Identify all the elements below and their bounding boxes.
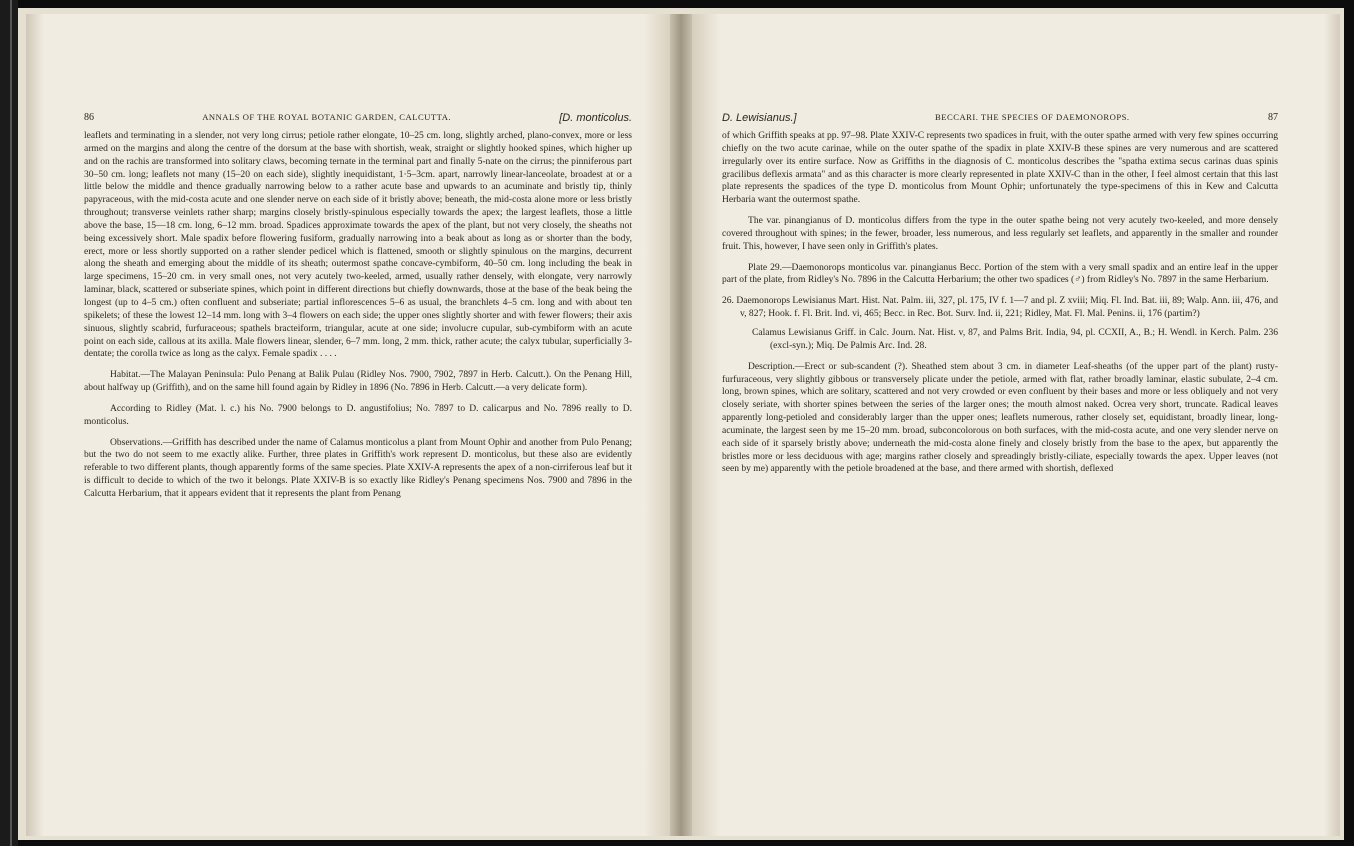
right-body-text bbox=[722, 130, 1278, 484]
paragraph: of which Griffith speaks at pp. 97–98. Plate XXIV-C represents two spadices in fruit, with the outer spathe armed with very few spines occurring chiefly on the two acute carinae, while on the outer spathe of the spadix in plate XXIV-B these spines are very numerous and are scattered irregularly over its entire surface. Now as Griffiths in the diagnosis of C. monticolus describes the "spatha extima secus carinas duas spinis gracilibus deflexis armata" and as this character is more clearly represented in plate XXIV-C than in the other, I feel almost certain that this last plate represents the spadices of the type D. monticolus from Mount Ophir; unfortunately the type-specimens of this in Kew and Calcutta Herbaria want the outermost spathe. bbox=[722, 130, 1278, 206]
description-paragraph: Description.—Erect or sub-scandent (?). Sheathed stem about 3 cm. in diameter Leaf-sheaths (of the upper part of the plant) rusty-furfuraceous, very slightly gibbous or transversely plicate under the petiole, armed with flat, rather broadly laminar, elastic subulate, 2–4 cm. long, brown spines, which are solitary, scattered and not very crowded or even confluent by their bases and more or less obliquely and not very closely seriate, with shorter spines between the series of the larger ones; the mouth almost naked. Ocrea very short, truncate. Radical leaves apparently long-petioled and considerably larger than the upper ones; leaflets numerous, rather closely set, equidistant, broadly linear, long-acuminate, the largest seen by me 15–20 mm. broad, subconcolorous on both surfaces, with the mid-costa acute, and one very slender nerve on each side of it sparsely bristly above; underneath the mid-costa alone finely and closely bristly from the base to the apex, but apparently the bristles more or less deciduous with age; margins rather closely and spreadingly bristly-ciliate, especially towards the apex. Upper leaves (not seen by me) apparently with the petiole broadened at the base, and there armed with shortish, deflexed bbox=[722, 360, 1278, 475]
species-entry: 26. Daemonorops Lewisianus Mart. Hist. Nat. Palm. iii, 327, pl. 175, IV f. 1—7 and pl. Z xviii; Miq. Fl. Ind. Bat. iii, 89; Walp. Ann. iii, 476, and v, 827; Hook. f. Fl. Brit. Ind. vi, 465; Becc. in Rec. Bot. Surv. Ind. ii, 221; Ridley, Mat. Fl. Mal. Penins. ii, 176 (partim?) bbox=[722, 295, 1278, 320]
right-running-head bbox=[722, 112, 1278, 124]
left-body-text bbox=[84, 130, 632, 509]
left-species-tag: [D. monticolus. bbox=[559, 112, 632, 124]
synonym-entry: Calamus Lewisianus Griff. in Calc. Journ. Nat. Hist. v, 87, and Palms Brit. India, 94, pl. CCXII, A., B.; H. Wendl. in Kerch. Palm. 236 (excl-syn.); Miq. De Palmis Arc. Ind. 28. bbox=[752, 326, 1278, 351]
paragraph: Observations.—Griffith has described under the name of Calamus monticolus a plant from Mount Ophir and another from Pulo Penang; but the two do not seem to me exactly alike. Further, three plates in Griffith's work represent D. monticolus, but these also are evidently referable to two different plants, though apparently forms of the same species. Plate XXIV-A represents the apex of a non-cirriferous leaf but it is difficult to decide to which of the two it belongs. Plate XXIV-B is so exactly like Ridley's Penang specimens Nos. 7900 and 7896 in the Calcutta Herbarium, that it appears evident that it represents the plant from Penang bbox=[84, 436, 632, 499]
paragraph: Habitat.—The Malayan Peninsula: Pulo Penang at Balik Pulau (Ridley Nos. 7900, 7902, 7897 in Herb. Calcutt.). On the Penang Hill, about halfway up (Griffith), and on the same hill found again by Ridley in 1896 (No. 7896 in Herb. Calcutt.—a very delicate form). bbox=[84, 369, 632, 394]
left-running-title: ANNALS OF THE ROYAL BOTANIC GARDEN, CALCUTTA. bbox=[202, 112, 452, 122]
right-page bbox=[692, 14, 1340, 836]
left-page bbox=[26, 14, 670, 836]
book-spread bbox=[18, 8, 1344, 840]
right-running-title: BECCARI. THE SPECIES OF DAEMONOROPS. bbox=[935, 112, 1130, 122]
paragraph: leaflets and terminating in a slender, not very long cirrus; petiole rather elongate, 10–25 cm. long, slightly arched, plano-convex, more or less armed on the margins and along the centre of the dorsum at the base with shortish, weak, straight or slightly hooked spines, which higher up and on the rachis are transformed into solitary claws, becoming ternate in the terminal part and finally 5-nate on the cirrus; the pinniferous part 30–50 cm. long; leaflets not many (15–20 on each side), slightly inequidistant, 1·5–3cm. apart, narrowly linear-lanceolate, broadest at or a little below the middle and thence gradually narrowing below to a rather acute base and upwards to an acuminate and bristly tip, thinly papyraceous, with the mid-costa acute and one slender nerve on each side of it bristly above; beneath, the mid-costa alone more or less bristly throughout; transverse veinlets rather sharp; margins closely bristly-spinulous especially towards the apex; the largest leaflets, those a little above the base, 15—18 cm. long, 6–12 mm. broad. Spadices approximate towards the apex of the plant, but not very closely, the sheaths not being excessively short. Male spadix before flowering fusiform, gradually narrowing into a beak about as long as or shorter than the body, erect, more or less shortly supported on a rather slender pedicel which is flattened, smooth or slightly spinulous on the margins, decurrent along the sheath and emerging about the middle of its sheath; outermost spathe concave-cymbiform, 40–50 cm. long including the beak in large specimens, 15–20 cm. in very small ones, not very acutely two-keeled, armed, usually rather densely, with elongate, very narrowly laminar, black, scattered or subseriate spines, which point in different directions but chiefly downwards, those at the base of the beak being the longest (up to 4–5 cm.) often confluent and subseriate; partial inflorescences 5–6 as usual, the branchlets 4–5 cm. long and with about ten spikelets; of these the lowest 12–14 mm. long with 3–4 flowers on each side; the upper ones slightly shorter and with fewer flowers; their axis sinuous, slightly scabrid, furfuraceous; spathels bracteiform, triangular, acute at one side; involucre cupular, sub-cymbiform with an acute point on each side, callous at its axilla. Male flowers linear, slender, 6–7 mm. long, 2 mm. thick, rather acute; the calyx tubular, superficially 3-dentate; the corolla twice as long as the calyx. Female spadix . . . . bbox=[84, 130, 632, 360]
paragraph: The var. pinangianus of D. monticolus differs from the type in the outer spathe being not very acutely two-keeled, and more densely covered throughout with spines; in the fewer, broader, less numerous, and less regularly set leaflets, and apparently in the smaller and rounder fruit. This, however, I have seen only in Griffith's plates. bbox=[722, 215, 1278, 252]
left-page-number: 86 bbox=[84, 112, 94, 123]
paragraph: According to Ridley (Mat. l. c.) his No. 7900 belongs to D. angustifolius; No. 7897 to D. calicarpus and No. 7896 really to D. monticolus. bbox=[84, 402, 632, 427]
left-running-head bbox=[84, 112, 632, 124]
scanner-edge bbox=[0, 0, 18, 846]
right-page-number: 87 bbox=[1268, 112, 1278, 123]
plate-caption: Plate 29.—Daemonorops monticolus var. pinangianus Becc. Portion of the stem with a very small spadix and an entire leaf in the upper part of the plate, from Ridley's No. 7896 in the Calcutta Herbarium; the other two spadices (♂) from Ridley's No. 7897 in the same Herbarium. bbox=[722, 261, 1278, 286]
right-species-tag: D. Lewisianus.] bbox=[722, 112, 797, 124]
book-gutter bbox=[670, 14, 692, 836]
